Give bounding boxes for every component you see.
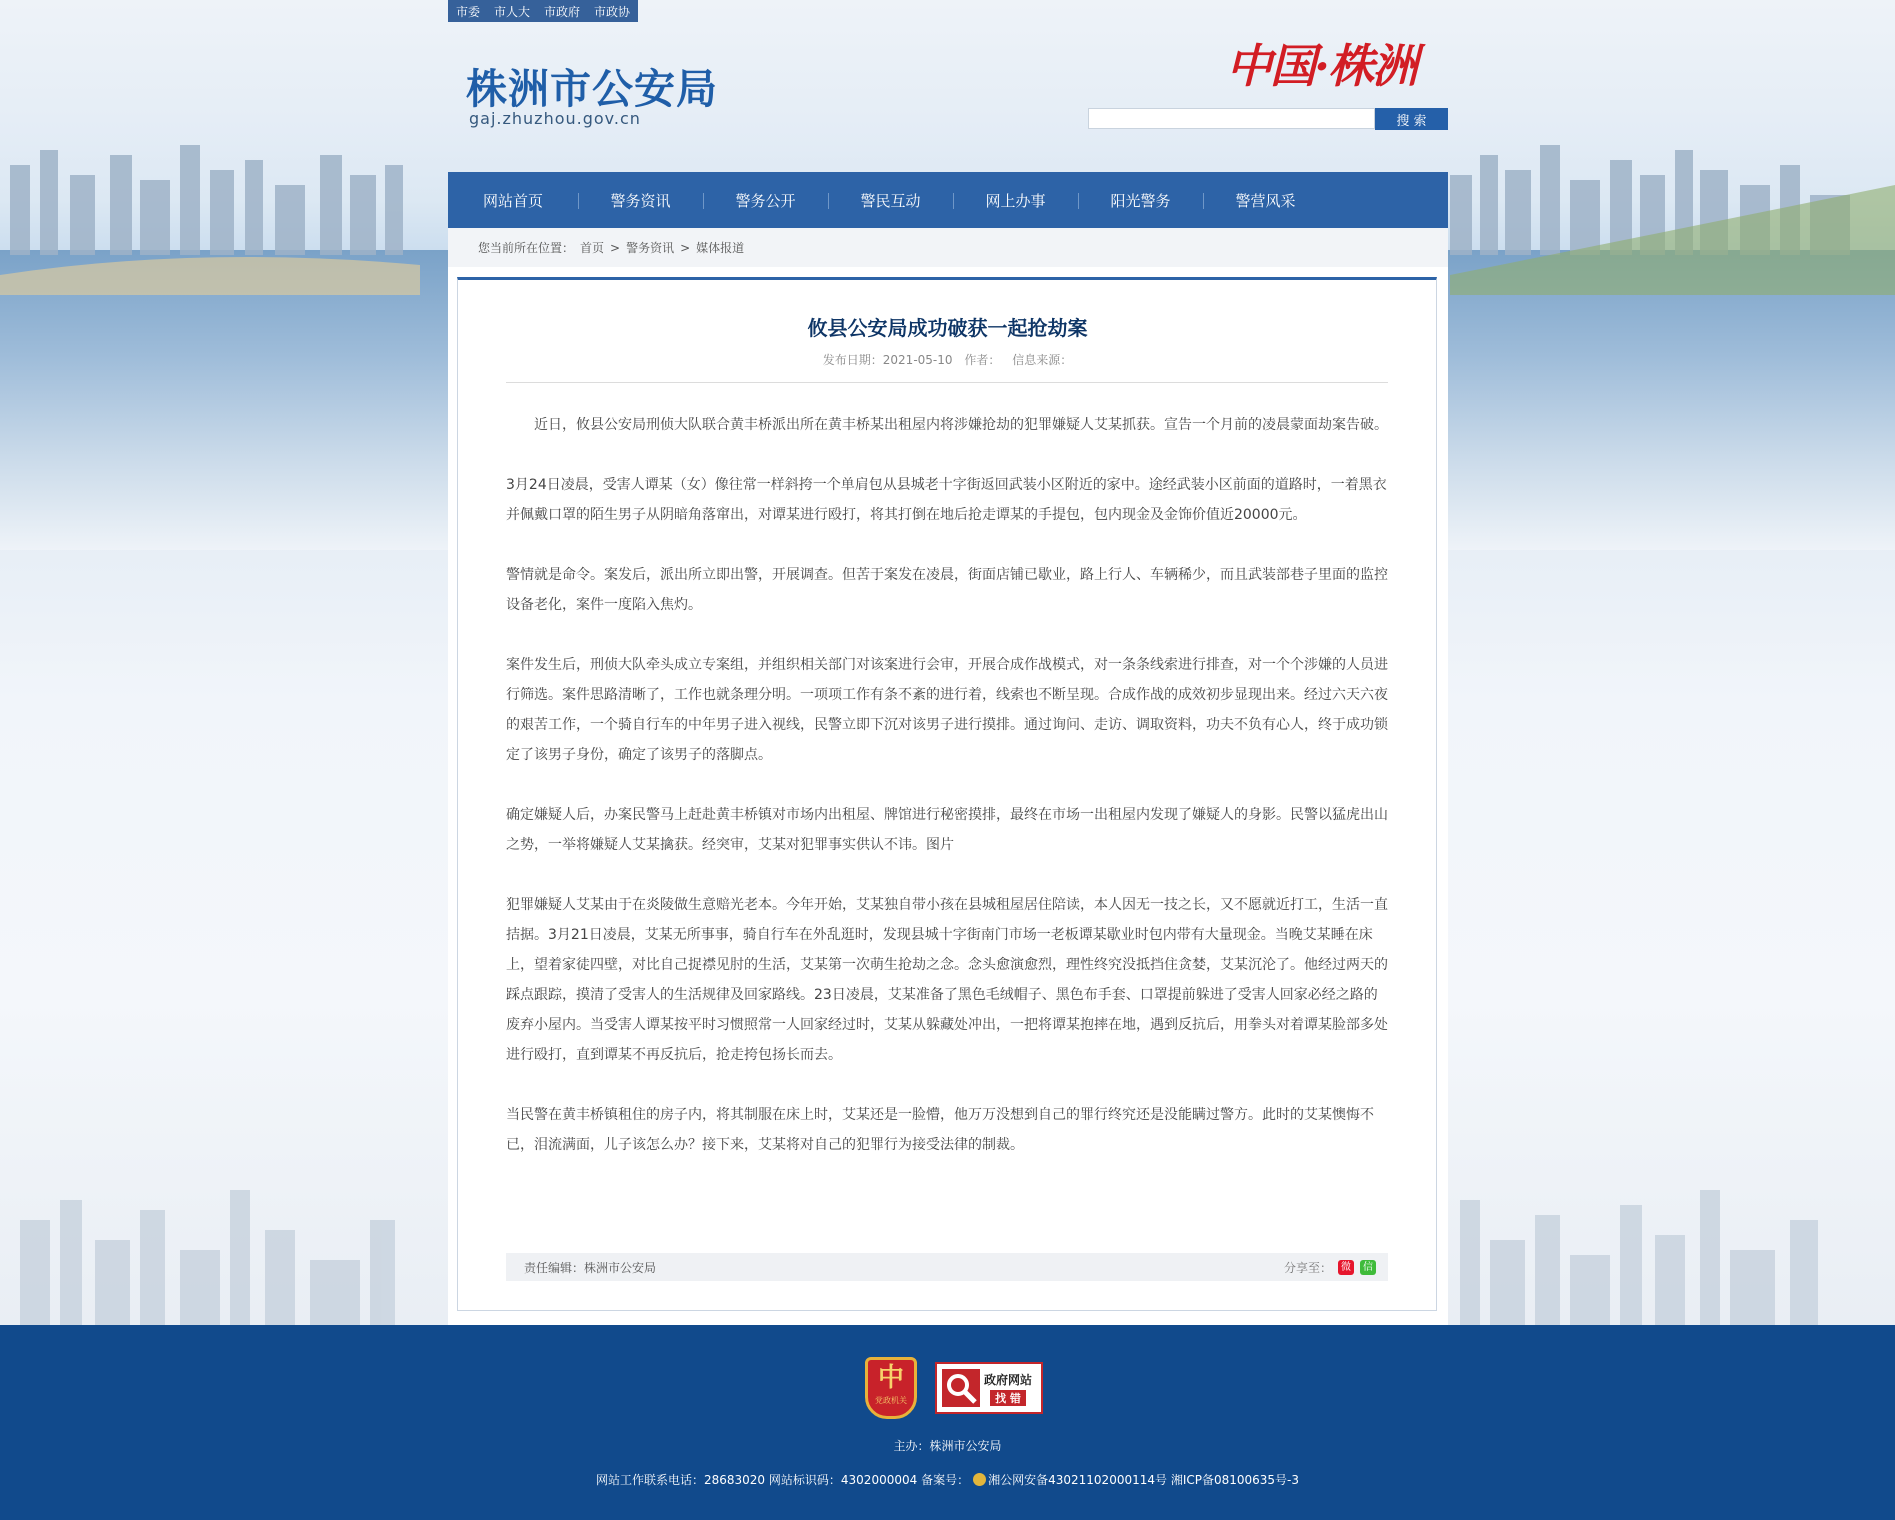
host-label: 主办：	[893, 1439, 930, 1453]
article-meta	[0, 351, 1895, 368]
nav-sunshine-policing[interactable]: 阳光警务	[1078, 190, 1203, 211]
breadcrumb-separator: >	[610, 240, 621, 255]
nav-police-camp-style[interactable]: 警营风采	[1203, 190, 1328, 211]
share-label: 分享至：	[1283, 1260, 1332, 1275]
article-body	[506, 410, 1388, 1190]
party-badge-emblem: 中	[877, 1363, 904, 1393]
author-label: 作者：	[964, 353, 1001, 367]
host-name: 株洲市公安局	[929, 1439, 1002, 1453]
article-paragraph: 犯罪嫌疑人艾某由于在炎陵做生意赔光老本。今年开始，艾某独自带小孩在县城租屋居住陪读，本人因无一技之长，又不愿就近打工，生活一直拮据。3月21日凌晨，艾某无所事事，骑自行车在外乱逛时，发现县城十字街南门市场一老板谭某歇业时包内带有大量现金。当晚艾某睡在床上，望着家徒四壁，对比自己捉襟见肘的生活，艾某第一次萌生抢劫之念。念头愈演愈烈，理性终究没抵挡住贪婪，艾某沉沦了。他经过两天的踩点跟踪，摸清了受害人的生活规律及回家路线。23日凌晨，艾某准备了黑色毛绒帽子、黑色布手套、口罩提前躲进了受害人回家必经之路的废弃小屋内。当受害人谭某按平时习惯照常一人回家经过时，艾某从躲藏处冲出，一把将谭某抱摔在地，遇到反抗后，用拳头对着谭某脸部多处进行殴打，直到谭某不再反抗后，抢走挎包扬长而去。	[506, 897, 1388, 1063]
top-link-cppcc[interactable]: 市政协	[594, 4, 631, 19]
publish-date	[823, 353, 953, 367]
party-badge-text: 党政机关	[875, 1396, 907, 1405]
nav-online-services[interactable]: 网上办事	[953, 190, 1078, 211]
site-id-value: 4302000004	[840, 1473, 918, 1487]
breadcrumb-media-reports[interactable]: 媒体报道	[696, 241, 745, 255]
breadcrumb-label: 您当前所在位置：	[478, 241, 575, 255]
china-zhuzhou-calligraphy-logo: 中国·株洲	[1226, 39, 1417, 93]
search-input[interactable]	[1088, 108, 1375, 129]
article-title: 攸县公安局成功破获一起抢劫案	[807, 316, 1088, 340]
police-record-link[interactable]: 湘公网安备43021102000114号	[988, 1473, 1167, 1487]
phone-label: 网站工作联系电话：	[595, 1473, 704, 1487]
nav-police-affairs-public[interactable]: 警务公开	[703, 190, 828, 211]
breadcrumb-home[interactable]: 首页	[580, 241, 605, 255]
magnifier-icon	[942, 1369, 980, 1407]
breadcrumb	[448, 228, 1448, 268]
editor-bar	[506, 1253, 1388, 1281]
footer	[0, 1325, 1895, 1520]
top-link-party-committee[interactable]: 市委	[456, 4, 481, 19]
article-paragraph: 确定嫌疑人后，办案民警马上赶赴黄丰桥镇对市场内出租屋、牌馆进行秘密摸排，最终在市场一出租屋内发现了嫌疑人的身影。民警以猛虎出山之势，一举将嫌疑人艾某擒获。经突审，艾某对犯罪事实供认不讳。图片	[506, 807, 1388, 853]
article-paragraph: 案件发生后，刑侦大队牵头成立专案组，并组织相关部门对该案进行会审，开展合成作战模式，对一条条线索进行排查，对一个个涉嫌的人员进行筛选。案件思路清晰了，工作也就条理分明。一项项工作有条不紊的进行着，线索也不断呈现。合成作战的成效初步显现出来。经过六天六夜的艰苦工作，一个骑自行车的中年男子进入视线，民警立即下沉对该男子进行摸排。通过询问、走访、调取资料，功夫不负有心人，终于成功锁定了该男子身份，确定了该男子的落脚点。	[506, 657, 1388, 763]
publish-date-value: 2021-05-10	[882, 353, 953, 367]
footer-info	[0, 1471, 1895, 1488]
site-id-label: 网站标识码：	[768, 1473, 841, 1487]
gov-site-error-report-badge[interactable]	[935, 1362, 1043, 1414]
nav-home[interactable]: 网站首页	[482, 191, 543, 210]
wechat-share-icon[interactable]: 信	[1360, 1260, 1376, 1275]
record-label: 备案号：	[921, 1473, 970, 1487]
article-paragraph: 近日，攸县公安局刑侦大队联合黄丰桥派出所在黄丰桥某出租屋内将涉嫌抢劫的犯罪嫌疑人艾某抓获。宣告一个月前的凌晨蒙面劫案告破。	[534, 417, 1388, 433]
main-nav	[448, 172, 1448, 228]
footer-host	[0, 1437, 1895, 1454]
search-button[interactable]: 搜 索	[1375, 108, 1448, 130]
article-paragraph: 警情就是命令。案发后，派出所立即出警，开展调查。但苦于案发在凌晨，街面店铺已歇业，路上行人、车辆稀少，而且武装部巷子里面的监控设备老化，案件一度陷入焦灼。	[506, 567, 1388, 613]
responsible-editor	[524, 1259, 656, 1276]
police-emblem-icon	[973, 1473, 986, 1486]
nav-police-news[interactable]: 警务资讯	[578, 190, 703, 211]
gov-badge-text	[984, 1371, 1032, 1406]
site-title-logo[interactable]: 株洲市公安局	[466, 65, 718, 113]
top-link-government[interactable]: 市政府	[544, 4, 581, 19]
phone-value: 28683020	[703, 1473, 766, 1487]
article-paragraph: 当民警在黄丰桥镇租住的房子内，将其制服在床上时，艾某还是一脸懵，他万万没想到自己的罪行终究还是没能瞒过警方。此时的艾某懊悔不已，泪流满面，儿子该怎么办？接下来，艾某将对自己的犯罪行为接受法律的制裁。	[506, 1107, 1374, 1153]
source-label: 信息来源：	[1012, 353, 1073, 367]
weibo-share-icon[interactable]: 微	[1338, 1260, 1354, 1275]
nav-police-public-interaction[interactable]: 警民互动	[828, 190, 953, 211]
publish-date-label: 发布日期：	[822, 353, 883, 367]
article-paragraph: 3月24日凌晨，受害人谭某（女）像往常一样斜挎一个单肩包从县城老十字街返回武装小区附近的家中。途经武装小区前面的道路时，一着黑衣并佩戴口罩的陌生男子从阴暗角落窜出，对谭某进行殴打，将其打倒在地后抢走谭某的手提包，包内现金及金饰价值近20000元。	[506, 477, 1387, 523]
gov-badge-line2: 找 错	[990, 1390, 1026, 1406]
top-links-bar	[448, 0, 638, 22]
party-government-badge-icon[interactable]	[865, 1357, 917, 1419]
site-domain: gaj.zhuzhou.gov.cn	[469, 109, 641, 128]
icp-record-link[interactable]: 湘ICP备08100635号-3	[1170, 1473, 1300, 1487]
top-link-people-congress[interactable]: 市人大	[494, 4, 531, 19]
breadcrumb-police-news[interactable]: 警务资讯	[626, 241, 675, 255]
editor-name: 株洲市公安局	[584, 1260, 657, 1275]
title-divider	[506, 382, 1388, 383]
gov-badge-line1: 政府网站	[984, 1372, 1033, 1387]
editor-label: 责任编辑：	[524, 1260, 585, 1275]
breadcrumb-separator: >	[680, 240, 691, 255]
